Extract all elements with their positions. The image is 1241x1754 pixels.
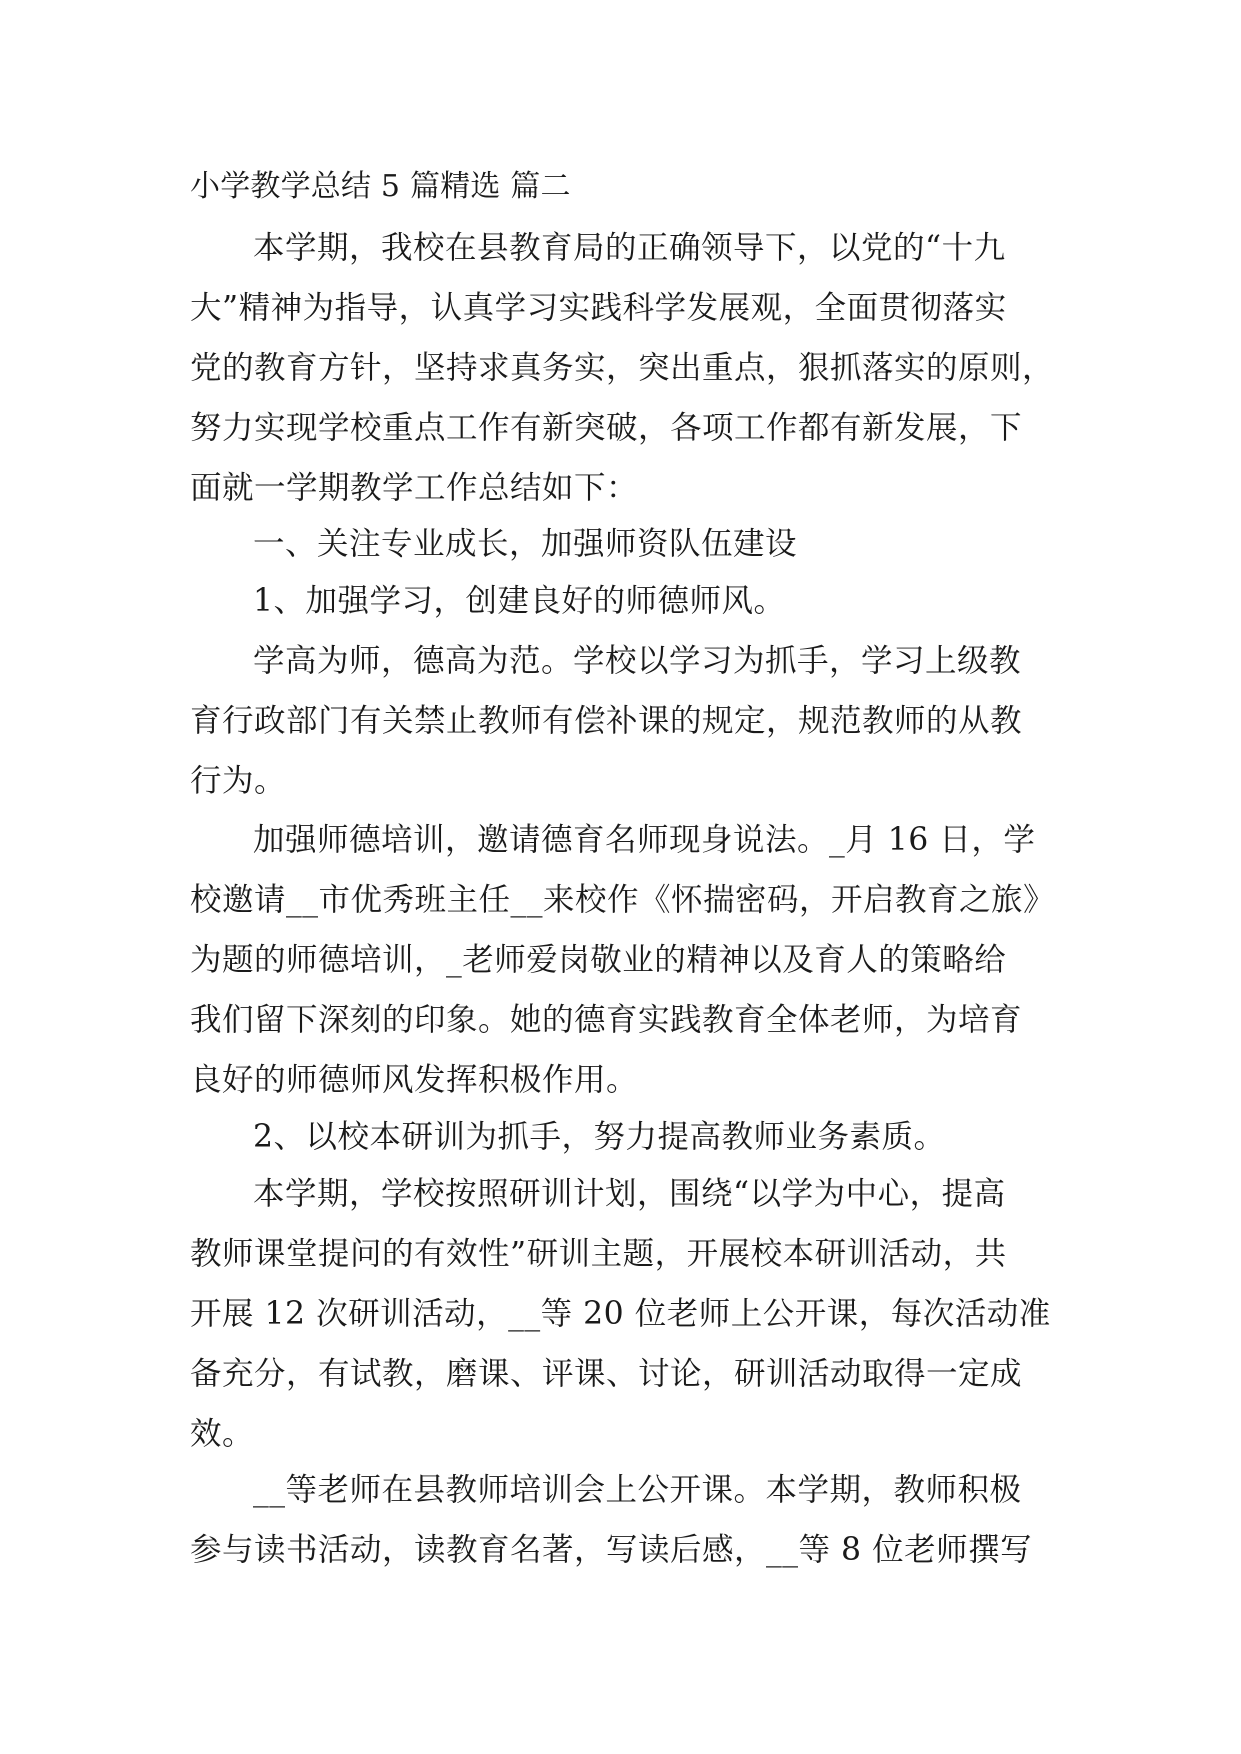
paragraph-line: 为题的师德培训，_老师爱岗敬业的精神以及育人的策略给: [190, 942, 1007, 978]
paragraph-line: 参与读书活动，读教育名著，写读后感，__等 8 位老师撰写: [190, 1532, 1033, 1568]
paragraph-line: 育行政部门有关禁止教师有偿补课的规定，规范教师的从教: [190, 703, 1023, 739]
paragraph-line: 学高为师，德高为范。学校以学习为抓手，学习上级教: [253, 643, 1022, 679]
subsection-heading: 1、加强学习，创建良好的师德师风。: [253, 583, 786, 619]
paragraph-line: 加强师德培训，邀请德育名师现身说法。_月 16 日，学: [253, 822, 1036, 858]
paragraph-line: 教师课堂提问的有效性”研训主题，开展校本研训活动，共: [190, 1236, 1007, 1272]
paragraph-line: 面就一学期教学工作总结如下：: [190, 470, 639, 506]
paragraph-line: 良好的师德师风发挥积极作用。: [190, 1062, 639, 1098]
paragraph-line: 大”精神为指导，认真学习实践科学发展观，全面贯彻落实: [190, 290, 1007, 326]
paragraph-line: 备充分，有试教，磨课、评课、讨论，研训活动取得一定成: [190, 1356, 1023, 1392]
paragraph-line: 努力实现学校重点工作有新突破，各项工作都有新发展，下: [190, 410, 1023, 446]
paragraph-line: 本学期，学校按照研训计划，围绕“以学为中心，提高: [253, 1176, 1006, 1212]
paragraph-line: 党的教育方针，坚持求真务实，突出重点，狠抓落实的原则，: [190, 350, 1055, 386]
paragraph-line: 我们留下深刻的印象。她的德育实践教育全体老师，为培育: [190, 1002, 1023, 1038]
paragraph-line: 开展 12 次研训活动，__等 20 位老师上公开课，每次活动准: [190, 1296, 1051, 1332]
paragraph-line: __等老师在县教师培训会上公开课。本学期，教师积极: [253, 1472, 1022, 1508]
section-heading: 一、关注专业成长，加强师资队伍建设: [253, 526, 798, 562]
subsection-heading: 2、以校本研训为抓手，努力提高教师业务素质。: [253, 1119, 946, 1155]
paragraph-line: 本学期，我校在县教育局的正确领导下，以党的“十九: [253, 230, 1006, 266]
paragraph-line: 行为。: [190, 763, 287, 799]
paragraph-line: 校邀请__市优秀班主任__来校作《怀揣密码，开启教育之旅》: [190, 882, 1056, 918]
document-title: 小学教学总结 5 篇精选 篇二: [190, 169, 571, 204]
paragraph-line: 效。: [190, 1416, 255, 1452]
